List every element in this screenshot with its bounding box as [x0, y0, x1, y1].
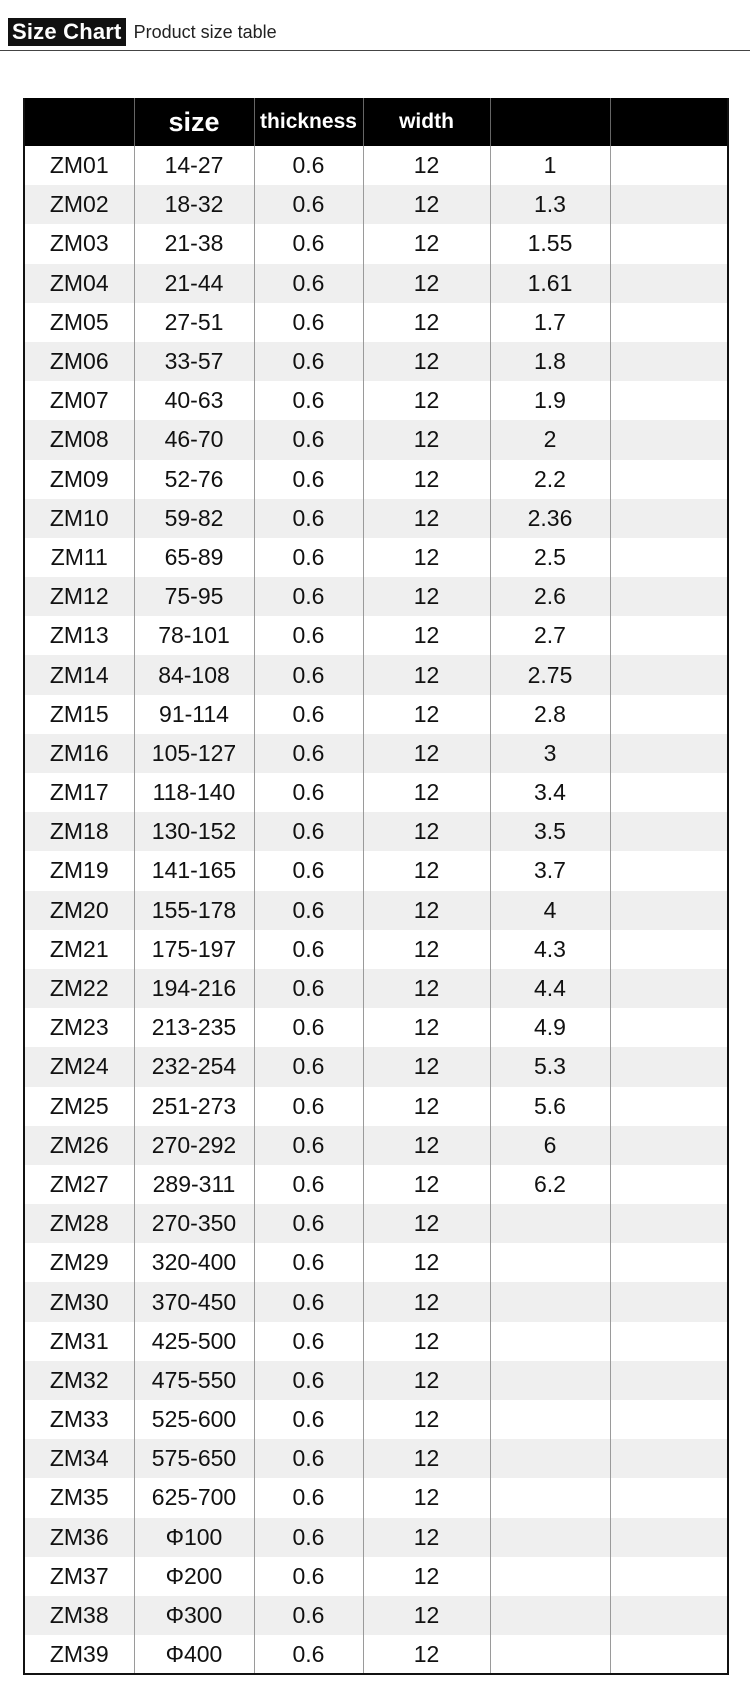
cell-extra: [610, 930, 728, 969]
cell-extra: [610, 1282, 728, 1321]
cell-model: ZM02: [24, 185, 134, 224]
table-row: [24, 538, 728, 577]
cell-width: 12: [363, 734, 490, 773]
cell-extra: [610, 695, 728, 734]
cell-model: ZM17: [24, 773, 134, 812]
cell-extra: [610, 851, 728, 890]
cell-value: [490, 1204, 610, 1243]
cell-size: 40-63: [134, 381, 254, 420]
cell-model: ZM20: [24, 891, 134, 930]
cell-extra: [610, 616, 728, 655]
table-row: [24, 1400, 728, 1439]
cell-width: 12: [363, 1439, 490, 1478]
cell-model: ZM01: [24, 146, 134, 185]
table-row: [24, 1478, 728, 1517]
column-header-width: width: [363, 98, 490, 146]
cell-thickness: 0.6: [254, 460, 363, 499]
cell-thickness: 0.6: [254, 1478, 363, 1517]
cell-model: ZM12: [24, 577, 134, 616]
table-row: [24, 1126, 728, 1165]
page-header: [8, 18, 277, 46]
cell-value: [490, 1400, 610, 1439]
cell-thickness: 0.6: [254, 1518, 363, 1557]
cell-thickness: 0.6: [254, 891, 363, 930]
table-row: [24, 1596, 728, 1635]
cell-extra: [610, 1243, 728, 1282]
cell-model: ZM30: [24, 1282, 134, 1321]
cell-width: 12: [363, 969, 490, 1008]
cell-value: 2.2: [490, 460, 610, 499]
cell-value: 2.6: [490, 577, 610, 616]
cell-size: 289-311: [134, 1165, 254, 1204]
cell-extra: [610, 1439, 728, 1478]
table-row: [24, 969, 728, 1008]
cell-value: 1.55: [490, 224, 610, 263]
cell-width: 12: [363, 1635, 490, 1674]
table-row: [24, 1282, 728, 1321]
cell-value: 4.3: [490, 930, 610, 969]
cell-thickness: 0.6: [254, 499, 363, 538]
page-subtitle: Product size table: [133, 21, 277, 42]
cell-value: 3.5: [490, 812, 610, 851]
table-row: [24, 891, 728, 930]
cell-extra: [610, 1047, 728, 1086]
cell-thickness: 0.6: [254, 381, 363, 420]
cell-model: ZM23: [24, 1008, 134, 1047]
cell-thickness: 0.6: [254, 655, 363, 694]
cell-extra: [610, 1518, 728, 1557]
table-row: [24, 224, 728, 263]
cell-model: ZM28: [24, 1204, 134, 1243]
cell-extra: [610, 460, 728, 499]
cell-size: 141-165: [134, 851, 254, 890]
table-row: [24, 381, 728, 420]
cell-width: 12: [363, 773, 490, 812]
cell-size: 21-44: [134, 264, 254, 303]
cell-extra: [610, 1322, 728, 1361]
cell-model: ZM37: [24, 1557, 134, 1596]
cell-size: Φ200: [134, 1557, 254, 1596]
column-header-thickness: thickness: [254, 98, 363, 146]
cell-size: Φ400: [134, 1635, 254, 1674]
column-header-model: [24, 98, 134, 146]
table-row: [24, 1047, 728, 1086]
cell-value: 2.75: [490, 655, 610, 694]
cell-thickness: 0.6: [254, 146, 363, 185]
cell-size: 14-27: [134, 146, 254, 185]
cell-extra: [610, 1008, 728, 1047]
cell-width: 12: [363, 538, 490, 577]
header-divider: [0, 50, 750, 51]
table-row: [24, 499, 728, 538]
cell-model: ZM11: [24, 538, 134, 577]
cell-value: [490, 1596, 610, 1635]
table-row: [24, 1087, 728, 1126]
cell-value: 4: [490, 891, 610, 930]
cell-width: 12: [363, 303, 490, 342]
cell-thickness: 0.6: [254, 773, 363, 812]
cell-size: 65-89: [134, 538, 254, 577]
cell-extra: [610, 655, 728, 694]
cell-thickness: 0.6: [254, 1126, 363, 1165]
cell-thickness: 0.6: [254, 812, 363, 851]
cell-thickness: 0.6: [254, 1243, 363, 1282]
cell-size: 21-38: [134, 224, 254, 263]
cell-extra: [610, 342, 728, 381]
cell-value: 2.7: [490, 616, 610, 655]
cell-value: 4.9: [490, 1008, 610, 1047]
cell-value: 2.8: [490, 695, 610, 734]
cell-model: ZM39: [24, 1635, 134, 1674]
cell-extra: [610, 1204, 728, 1243]
cell-width: 12: [363, 1204, 490, 1243]
cell-extra: [610, 420, 728, 459]
cell-value: 1: [490, 146, 610, 185]
cell-value: 6.2: [490, 1165, 610, 1204]
cell-width: 12: [363, 851, 490, 890]
cell-thickness: 0.6: [254, 1282, 363, 1321]
cell-extra: [610, 969, 728, 1008]
cell-value: [490, 1557, 610, 1596]
cell-width: 12: [363, 342, 490, 381]
cell-model: ZM33: [24, 1400, 134, 1439]
size-chart-badge: Size Chart: [8, 18, 126, 46]
cell-size: 625-700: [134, 1478, 254, 1517]
cell-value: [490, 1361, 610, 1400]
cell-thickness: 0.6: [254, 930, 363, 969]
cell-thickness: 0.6: [254, 1557, 363, 1596]
cell-width: 12: [363, 930, 490, 969]
cell-model: ZM03: [24, 224, 134, 263]
cell-extra: [610, 146, 728, 185]
cell-value: 6: [490, 1126, 610, 1165]
cell-model: ZM04: [24, 264, 134, 303]
table-row: [24, 303, 728, 342]
cell-model: ZM29: [24, 1243, 134, 1282]
cell-model: ZM34: [24, 1439, 134, 1478]
cell-model: ZM22: [24, 969, 134, 1008]
table-row: [24, 1518, 728, 1557]
cell-thickness: 0.6: [254, 1087, 363, 1126]
cell-value: [490, 1478, 610, 1517]
cell-thickness: 0.6: [254, 1165, 363, 1204]
cell-width: 12: [363, 381, 490, 420]
cell-model: ZM32: [24, 1361, 134, 1400]
cell-width: 12: [363, 1322, 490, 1361]
cell-thickness: 0.6: [254, 577, 363, 616]
cell-value: [490, 1243, 610, 1282]
cell-model: ZM18: [24, 812, 134, 851]
cell-width: 12: [363, 1361, 490, 1400]
cell-thickness: 0.6: [254, 1439, 363, 1478]
cell-width: 12: [363, 1596, 490, 1635]
cell-value: [490, 1322, 610, 1361]
cell-size: 33-57: [134, 342, 254, 381]
cell-extra: [610, 577, 728, 616]
cell-thickness: 0.6: [254, 851, 363, 890]
cell-width: 12: [363, 891, 490, 930]
cell-extra: [610, 185, 728, 224]
cell-thickness: 0.6: [254, 538, 363, 577]
cell-extra: [610, 381, 728, 420]
cell-width: 12: [363, 616, 490, 655]
cell-extra: [610, 1361, 728, 1400]
cell-width: 12: [363, 1126, 490, 1165]
cell-extra: [610, 812, 728, 851]
cell-thickness: 0.6: [254, 1400, 363, 1439]
cell-thickness: 0.6: [254, 734, 363, 773]
table-row: [24, 1008, 728, 1047]
cell-model: ZM21: [24, 930, 134, 969]
cell-thickness: 0.6: [254, 224, 363, 263]
cell-extra: [610, 538, 728, 577]
cell-width: 12: [363, 1087, 490, 1126]
table-row: [24, 734, 728, 773]
cell-thickness: 0.6: [254, 185, 363, 224]
cell-width: 12: [363, 695, 490, 734]
cell-value: 5.3: [490, 1047, 610, 1086]
cell-extra: [610, 1635, 728, 1674]
cell-width: 12: [363, 1243, 490, 1282]
cell-size: 75-95: [134, 577, 254, 616]
cell-model: ZM27: [24, 1165, 134, 1204]
cell-width: 12: [363, 185, 490, 224]
table-row: [24, 695, 728, 734]
cell-width: 12: [363, 1047, 490, 1086]
cell-size: 118-140: [134, 773, 254, 812]
cell-extra: [610, 734, 728, 773]
table-row: [24, 1243, 728, 1282]
cell-extra: [610, 1400, 728, 1439]
cell-extra: [610, 264, 728, 303]
cell-width: 12: [363, 1282, 490, 1321]
cell-value: 1.61: [490, 264, 610, 303]
cell-extra: [610, 499, 728, 538]
cell-width: 12: [363, 1008, 490, 1047]
cell-model: ZM24: [24, 1047, 134, 1086]
table-row: [24, 1557, 728, 1596]
table-row: [24, 812, 728, 851]
cell-size: 46-70: [134, 420, 254, 459]
cell-thickness: 0.6: [254, 969, 363, 1008]
table-row: [24, 264, 728, 303]
cell-width: 12: [363, 1478, 490, 1517]
cell-size: Φ100: [134, 1518, 254, 1557]
cell-thickness: 0.6: [254, 1635, 363, 1674]
cell-width: 12: [363, 812, 490, 851]
cell-value: [490, 1635, 610, 1674]
cell-value: 1.3: [490, 185, 610, 224]
table-row: [24, 851, 728, 890]
cell-model: ZM08: [24, 420, 134, 459]
column-header-size: size: [134, 98, 254, 146]
cell-model: ZM14: [24, 655, 134, 694]
cell-size: 213-235: [134, 1008, 254, 1047]
table-row: [24, 146, 728, 185]
table-row: [24, 420, 728, 459]
cell-model: ZM13: [24, 616, 134, 655]
table-row: [24, 773, 728, 812]
cell-width: 12: [363, 224, 490, 263]
cell-value: 4.4: [490, 969, 610, 1008]
cell-value: 3.4: [490, 773, 610, 812]
table-row: [24, 655, 728, 694]
cell-width: 12: [363, 264, 490, 303]
cell-size: 320-400: [134, 1243, 254, 1282]
cell-extra: [610, 1478, 728, 1517]
cell-width: 12: [363, 577, 490, 616]
cell-size: 27-51: [134, 303, 254, 342]
column-header-value: [490, 98, 610, 146]
cell-model: ZM36: [24, 1518, 134, 1557]
cell-value: [490, 1282, 610, 1321]
table-body: [24, 146, 728, 1674]
cell-extra: [610, 1126, 728, 1165]
cell-extra: [610, 891, 728, 930]
cell-value: 2: [490, 420, 610, 459]
cell-value: 3: [490, 734, 610, 773]
column-header-extra: [610, 98, 728, 146]
cell-thickness: 0.6: [254, 616, 363, 655]
cell-width: 12: [363, 1518, 490, 1557]
cell-size: 370-450: [134, 1282, 254, 1321]
cell-model: ZM09: [24, 460, 134, 499]
cell-width: 12: [363, 655, 490, 694]
cell-width: 12: [363, 1165, 490, 1204]
table-row: [24, 185, 728, 224]
cell-width: 12: [363, 420, 490, 459]
cell-thickness: 0.6: [254, 1047, 363, 1086]
cell-size: 525-600: [134, 1400, 254, 1439]
cell-size: 59-82: [134, 499, 254, 538]
cell-size: 251-273: [134, 1087, 254, 1126]
cell-model: ZM38: [24, 1596, 134, 1635]
cell-size: 175-197: [134, 930, 254, 969]
table-row: [24, 930, 728, 969]
cell-value: [490, 1518, 610, 1557]
table-row: [24, 342, 728, 381]
cell-width: 12: [363, 460, 490, 499]
cell-size: 270-350: [134, 1204, 254, 1243]
cell-thickness: 0.6: [254, 303, 363, 342]
cell-size: 575-650: [134, 1439, 254, 1478]
cell-value: 5.6: [490, 1087, 610, 1126]
cell-size: 270-292: [134, 1126, 254, 1165]
table-row: [24, 1204, 728, 1243]
cell-size: 475-550: [134, 1361, 254, 1400]
cell-value: 2.36: [490, 499, 610, 538]
cell-size: 78-101: [134, 616, 254, 655]
table-row: [24, 577, 728, 616]
table-row: [24, 460, 728, 499]
table-header-row: [24, 98, 728, 146]
table-row: [24, 1361, 728, 1400]
cell-extra: [610, 224, 728, 263]
cell-size: 91-114: [134, 695, 254, 734]
cell-thickness: 0.6: [254, 1361, 363, 1400]
cell-thickness: 0.6: [254, 420, 363, 459]
cell-model: ZM15: [24, 695, 134, 734]
cell-size: 52-76: [134, 460, 254, 499]
cell-model: ZM07: [24, 381, 134, 420]
cell-model: ZM26: [24, 1126, 134, 1165]
cell-model: ZM25: [24, 1087, 134, 1126]
cell-thickness: 0.6: [254, 1322, 363, 1361]
cell-thickness: 0.6: [254, 342, 363, 381]
cell-thickness: 0.6: [254, 1596, 363, 1635]
cell-extra: [610, 1557, 728, 1596]
cell-size: 425-500: [134, 1322, 254, 1361]
cell-model: ZM31: [24, 1322, 134, 1361]
table-row: [24, 1439, 728, 1478]
cell-width: 12: [363, 1557, 490, 1596]
cell-size: 232-254: [134, 1047, 254, 1086]
cell-thickness: 0.6: [254, 1008, 363, 1047]
cell-value: 1.9: [490, 381, 610, 420]
cell-extra: [610, 1087, 728, 1126]
cell-size: Φ300: [134, 1596, 254, 1635]
cell-model: ZM05: [24, 303, 134, 342]
cell-value: [490, 1439, 610, 1478]
cell-width: 12: [363, 1400, 490, 1439]
cell-size: 130-152: [134, 812, 254, 851]
cell-extra: [610, 1596, 728, 1635]
cell-thickness: 0.6: [254, 264, 363, 303]
cell-thickness: 0.6: [254, 695, 363, 734]
cell-extra: [610, 303, 728, 342]
size-table: [23, 98, 729, 1675]
cell-value: 2.5: [490, 538, 610, 577]
table-row: [24, 1635, 728, 1674]
cell-model: ZM35: [24, 1478, 134, 1517]
cell-size: 155-178: [134, 891, 254, 930]
cell-model: ZM10: [24, 499, 134, 538]
cell-value: 1.7: [490, 303, 610, 342]
cell-value: 1.8: [490, 342, 610, 381]
cell-model: ZM16: [24, 734, 134, 773]
table-row: [24, 1322, 728, 1361]
cell-extra: [610, 1165, 728, 1204]
cell-size: 105-127: [134, 734, 254, 773]
cell-thickness: 0.6: [254, 1204, 363, 1243]
cell-size: 18-32: [134, 185, 254, 224]
table-row: [24, 616, 728, 655]
cell-size: 84-108: [134, 655, 254, 694]
cell-value: 3.7: [490, 851, 610, 890]
cell-width: 12: [363, 499, 490, 538]
cell-size: 194-216: [134, 969, 254, 1008]
cell-model: ZM19: [24, 851, 134, 890]
table-row: [24, 1165, 728, 1204]
cell-width: 12: [363, 146, 490, 185]
cell-model: ZM06: [24, 342, 134, 381]
cell-extra: [610, 773, 728, 812]
